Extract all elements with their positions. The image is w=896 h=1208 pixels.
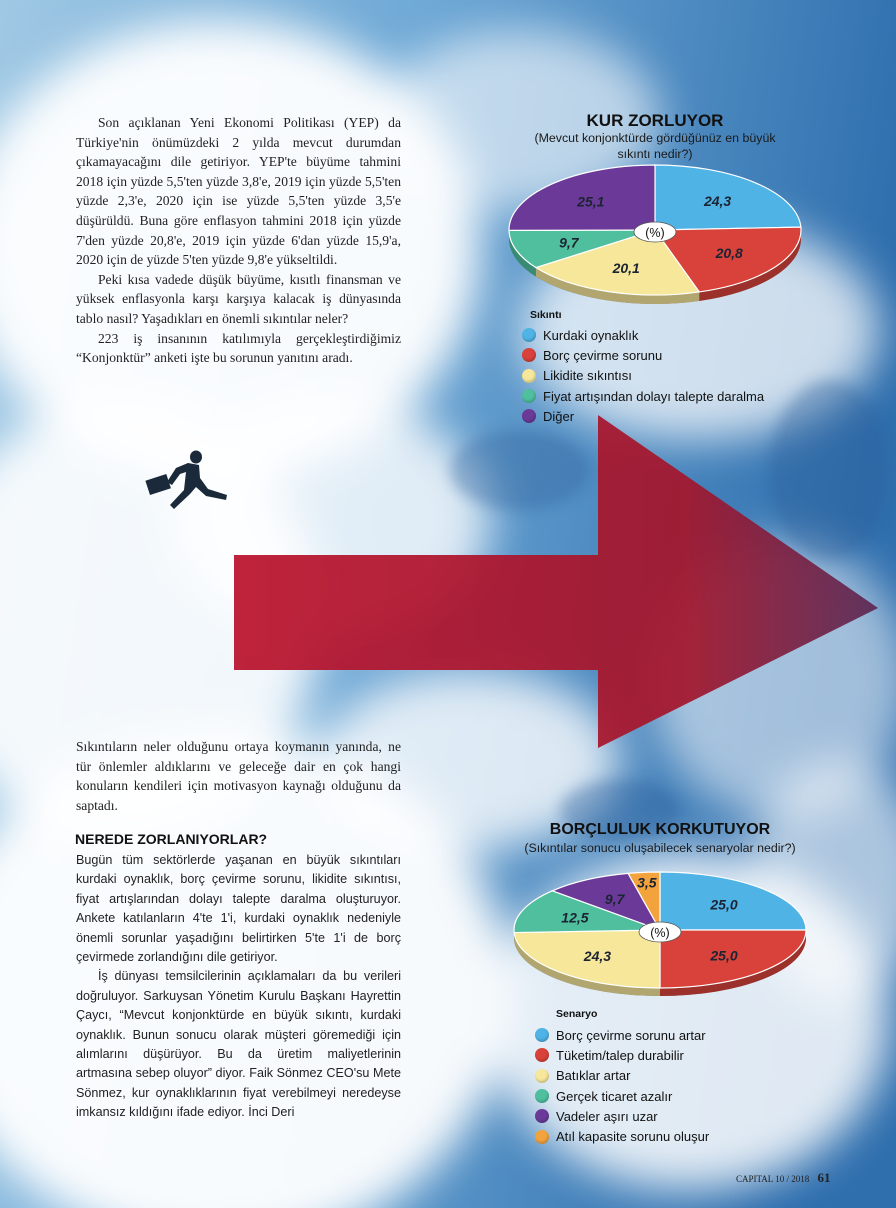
pie-data-label: 20,8 bbox=[715, 245, 743, 262]
legend-swatch bbox=[522, 369, 536, 383]
pie-data-label: 9,7 bbox=[559, 234, 579, 251]
chart-1-title: KUR ZORLUYOR bbox=[586, 111, 724, 130]
legend-label: Batıklar artar bbox=[556, 1068, 631, 1084]
legend-label: Vadeler aşırı uzar bbox=[556, 1108, 658, 1124]
pie-data-label: 9,7 bbox=[604, 890, 625, 907]
chart-2-legend-title: Senaryo bbox=[556, 1008, 598, 1020]
pie-data-label: 25,0 bbox=[710, 947, 738, 964]
legend-swatch bbox=[535, 1109, 549, 1123]
pie-data-label: 25,0 bbox=[710, 896, 738, 913]
legend-swatch bbox=[522, 328, 536, 342]
legend-swatch bbox=[535, 1130, 549, 1144]
intro-paragraph: 223 iş insanının katılımıyla gerçekleştirdiğimiz “Konjonktür” anketi işte bu sorunun yanıtını aradı. bbox=[76, 330, 401, 366]
legend-item bbox=[522, 325, 764, 345]
section-heading: NEREDE ZORLANIYORLAR? bbox=[75, 831, 268, 847]
pie-center-label: (%) bbox=[650, 926, 670, 940]
pie-data-label: 24,3 bbox=[703, 192, 732, 209]
issue-date: 10 / 2018 bbox=[775, 1174, 810, 1184]
legend-item bbox=[535, 1025, 709, 1045]
legend-label: Kurdaki oynaklık bbox=[543, 327, 639, 343]
legend-item bbox=[535, 1086, 709, 1106]
legend-swatch bbox=[522, 389, 536, 403]
legend-label: Likidite sıkıntısı bbox=[543, 368, 632, 384]
body-paragraph: Bugün tüm sektörlerde yaşanan en büyük sıkıntıları kurdaki oynaklık, borç çevirme sorunu, likidite sıkıntısı, fiyat artışlarından dolayı talepte daralma oluşturuyor. Ankete katılanların 4'te 1'i, kurdaki oynaklık nedeniyle önemli sorunlar yaşadığını belirtirken 5'te 1'i de borç çevirmede zorlandığını dile getiriyor. bbox=[76, 853, 401, 965]
legend-item bbox=[535, 1066, 709, 1086]
page-number: 61 bbox=[817, 1170, 831, 1185]
pie-data-label: 25,1 bbox=[577, 193, 605, 210]
legend-label: Tüketim/talep durabilir bbox=[556, 1047, 684, 1063]
legend-swatch bbox=[535, 1069, 549, 1083]
mid-paragraph: Sıkıntıların neler olduğunu ortaya koymanın yanında, ne tür önlemler aldıklarını ve geleceğe dair en çok hangi konuların kendileri için motivasyon kaynağı olduğunu da saptadı. bbox=[76, 739, 401, 813]
legend-item bbox=[535, 1045, 709, 1065]
legend-swatch bbox=[522, 409, 536, 423]
legend-item bbox=[535, 1106, 709, 1126]
body-text bbox=[76, 851, 401, 1157]
mid-text bbox=[76, 737, 401, 815]
pie-data-label: 20,1 bbox=[612, 260, 640, 277]
page-footer bbox=[736, 1170, 830, 1186]
legend-label: Gerçek ticaret azalır bbox=[556, 1088, 673, 1104]
chart-2-subtitle: (Sıkıntılar sonucu oluşabilecek senaryolar nedir?) bbox=[524, 841, 796, 855]
legend-swatch bbox=[535, 1028, 549, 1042]
legend-swatch bbox=[535, 1048, 549, 1062]
chart-1-legend-title: Sıkıntı bbox=[530, 309, 562, 321]
intro-paragraph: Peki kısa vadede düşük büyüme, kısıtlı finansman ve yüksek enflasyonla karşı karşıya kalacak iş dünyasında tablo nasıl? Yaşadıkları en önemli sıkıntılar neler? bbox=[76, 271, 401, 326]
chart-1-legend bbox=[522, 325, 764, 426]
legend-item bbox=[522, 366, 764, 386]
legend-item bbox=[535, 1126, 709, 1146]
pie-data-label: 24,3 bbox=[583, 947, 612, 964]
chart-2-title: BORÇLULUK KORKUTUYOR bbox=[549, 821, 771, 838]
pie-center-label: (%) bbox=[645, 226, 665, 240]
pie-data-label: 3,5 bbox=[637, 874, 657, 891]
legend-label: Diğer bbox=[543, 408, 575, 424]
legend-label: Fiyat artışından dolayı talepte daralma bbox=[543, 388, 765, 404]
legend-label: Borç çevirme sorunu artar bbox=[556, 1027, 706, 1043]
chart-2-legend bbox=[535, 1025, 709, 1147]
pie-data-label: 12,5 bbox=[561, 909, 589, 926]
legend-item bbox=[522, 406, 764, 426]
chart-1-subtitle: (Mevcut konjonktürde gördüğünüz en büyük sıkıntı nedir?) bbox=[534, 131, 776, 161]
legend-label: Atıl kapasite sorunu oluşur bbox=[556, 1129, 710, 1145]
legend-swatch bbox=[535, 1089, 549, 1103]
legend-label: Borç çevirme sorunu bbox=[543, 347, 663, 363]
chart-1-pie bbox=[505, 160, 805, 310]
legend-item bbox=[522, 345, 764, 365]
legend-item bbox=[522, 386, 764, 406]
chart-2-pie bbox=[510, 858, 810, 998]
legend-swatch bbox=[522, 348, 536, 362]
intro-paragraph: Son açıklanan Yeni Ekonomi Politikası (YEP) da Türkiye'nin önümüzdeki 2 yılda mevcut durumdan çıkamayacağını dile getiriyor. YEP'te büyüme tahmini 2018 için yüzde 5,5'ten yüzde 3,8'e, 2019 için yüzde 5,5'ten yüzde 2,3'e, 2020 için ise yüzde 5,5'ten yüzde 3,5'e düşürüldü. Buna göre enflasyon tahmini 2018 için yüzde 7'den yüzde 20,8'e, 2019 için yüzde 6'dan yüzde 15,9'a, 2020 için de yüzde 5'ten yüzde 9,8'e yükseltildi. bbox=[76, 115, 401, 268]
magazine-name: CAPITAL bbox=[736, 1174, 773, 1184]
intro-text bbox=[76, 113, 401, 368]
body-paragraph: İş dünyası temsilcilerinin açıklamaları da bu verileri doğruluyor. Sarkuysan Yönetim Kurulu Başkanı Hayrettin Çaycı, “Mevcut konjonktürde en büyük sıkıntı, kurdaki oynaklık. Bunun sonucu olarak müşteri göremediği için alımlarını düşürüyor. Bu da üretim maliyetlerinin artmasına sebep oluyor” diyor. Faik Sönmez CEO'su Mete Sönmez, kur oynaklıklarının fiyat verebilmeyi neredeyse imkansız kıldığını ifade ediyor. İnci Deri bbox=[76, 969, 401, 1120]
